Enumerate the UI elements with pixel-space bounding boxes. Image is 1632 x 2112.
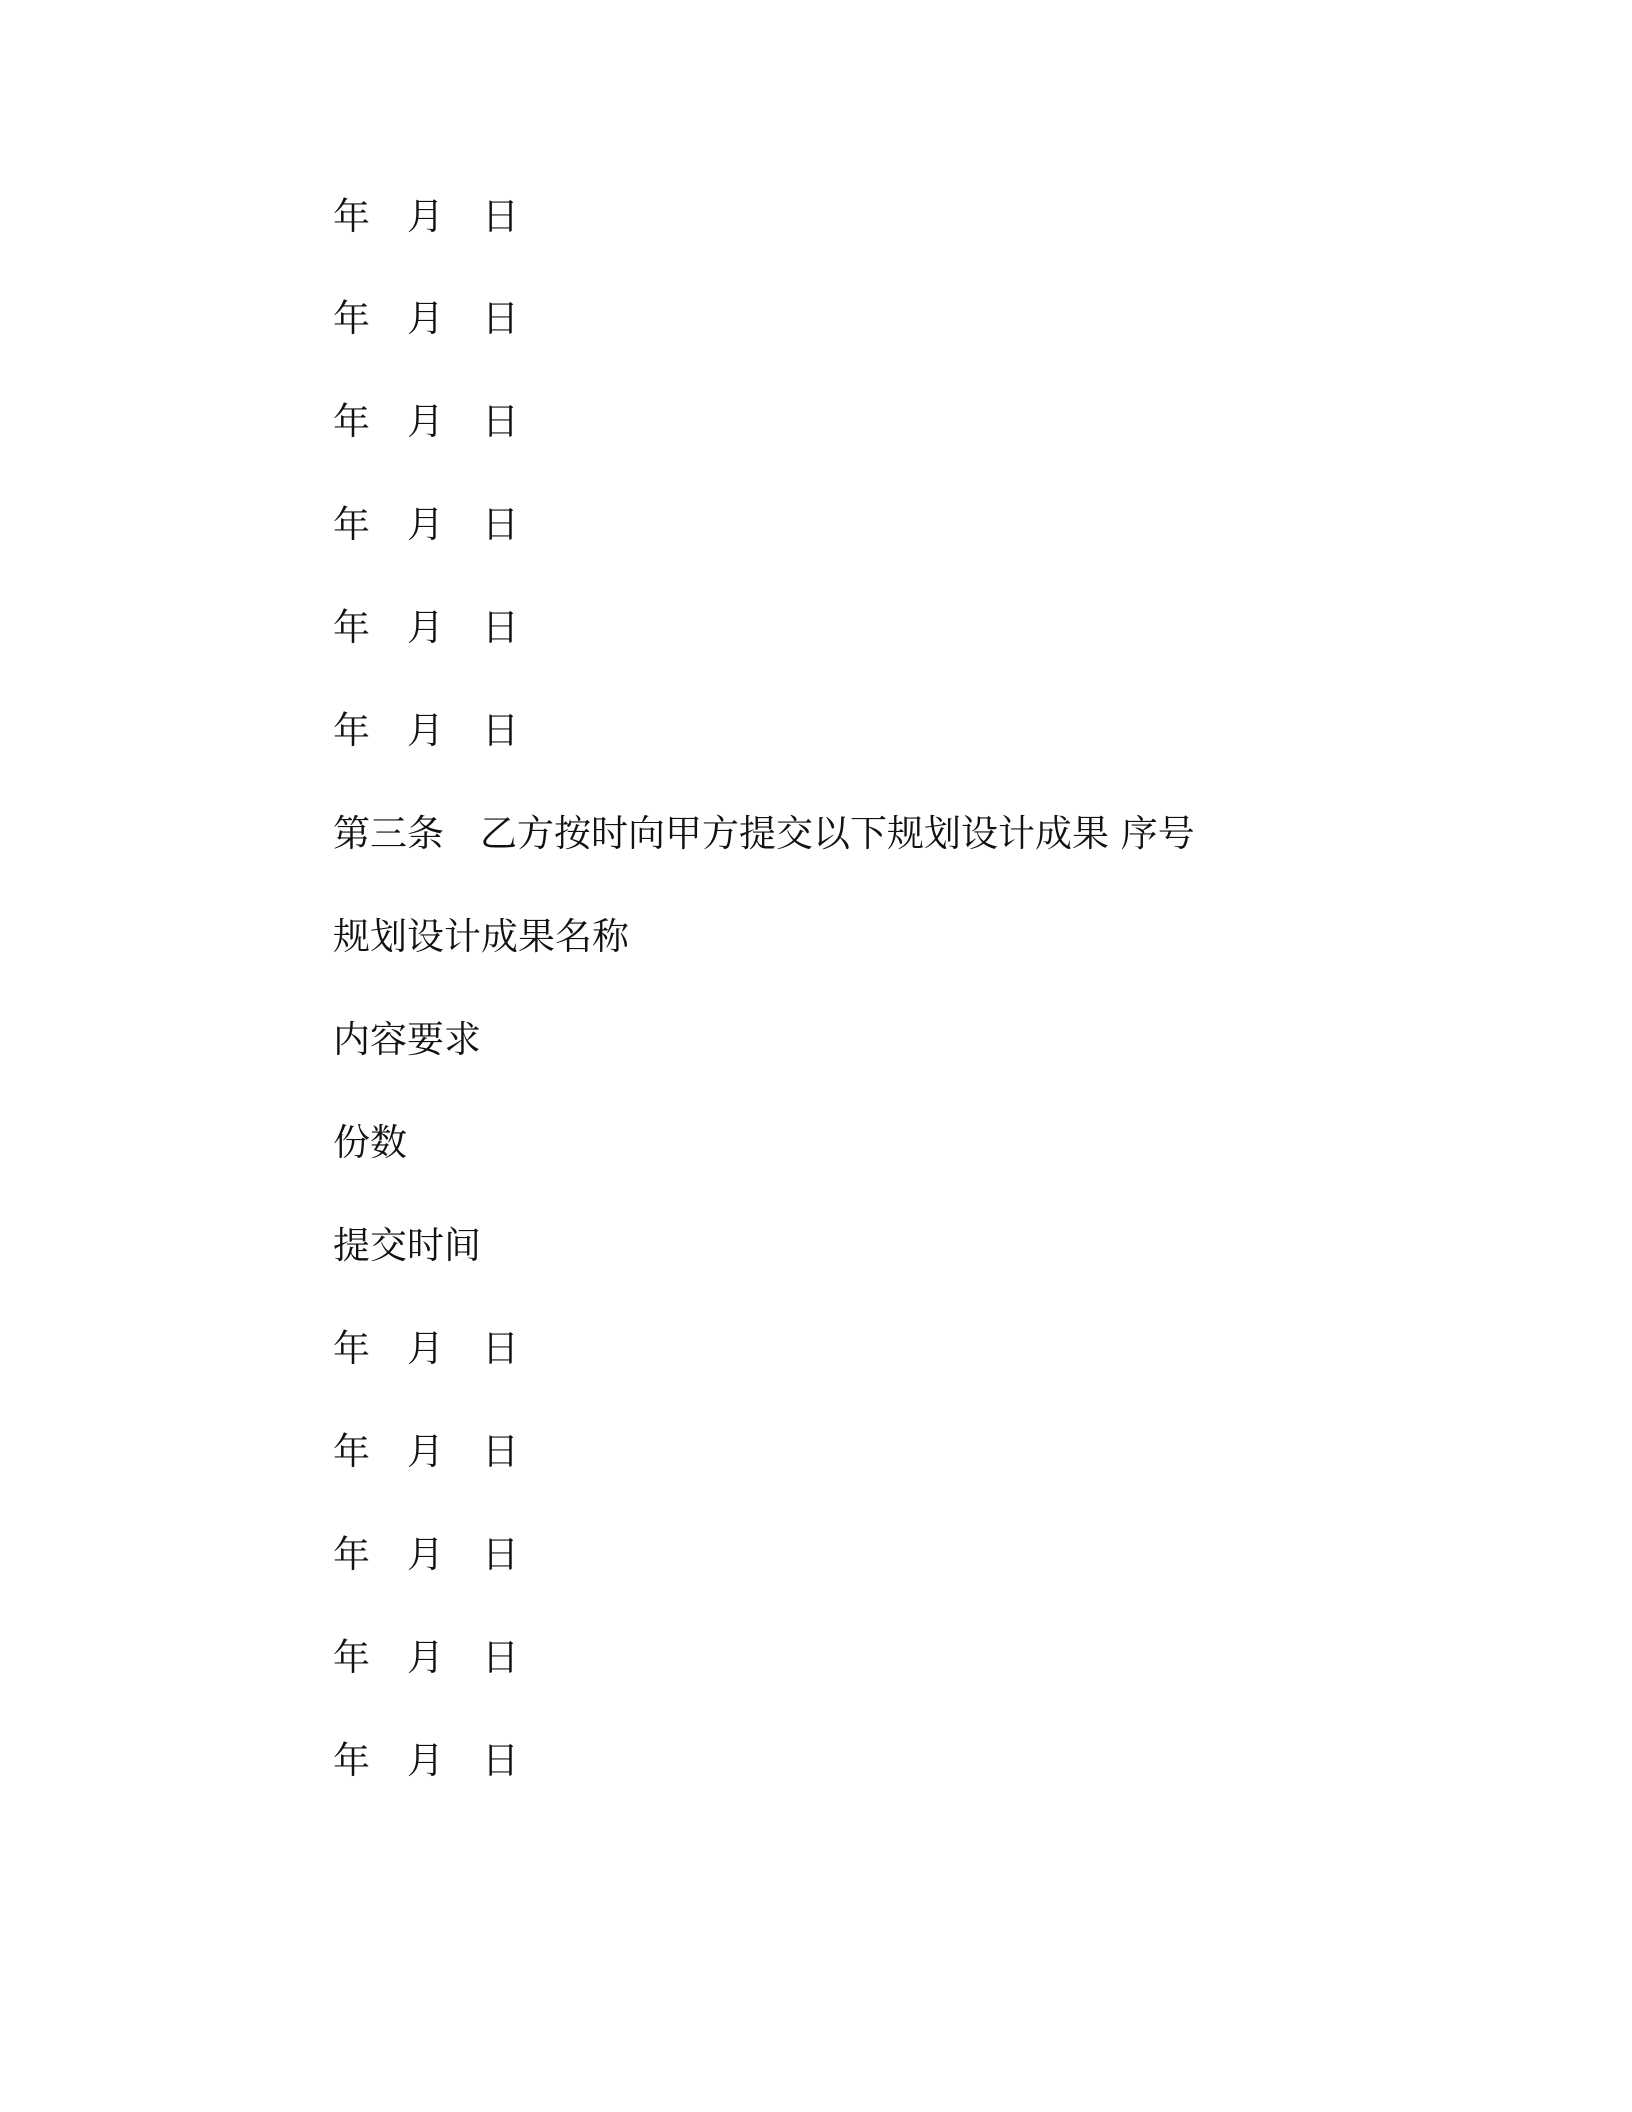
copies-header: 份数 bbox=[333, 1121, 407, 1164]
year-label: 年 bbox=[333, 1327, 370, 1370]
year-label: 年 bbox=[333, 1739, 370, 1782]
date-line bbox=[333, 1327, 522, 1371]
month-label: 月 bbox=[407, 1430, 444, 1473]
content-requirement-header: 内容要求 bbox=[333, 1018, 481, 1061]
date-line bbox=[333, 1533, 522, 1577]
day-label: 日 bbox=[482, 503, 519, 546]
month-label: 月 bbox=[407, 606, 444, 649]
date-line bbox=[333, 503, 522, 547]
month-label: 月 bbox=[407, 195, 444, 238]
month-label: 月 bbox=[407, 1636, 444, 1679]
day-label: 日 bbox=[482, 1636, 519, 1679]
date-line bbox=[333, 606, 522, 650]
day-label: 日 bbox=[482, 1533, 519, 1576]
day-label: 日 bbox=[482, 400, 519, 443]
year-label: 年 bbox=[333, 709, 370, 752]
year-label: 年 bbox=[333, 195, 370, 238]
year-label: 年 bbox=[333, 503, 370, 546]
deliverable-name-header: 规划设计成果名称 bbox=[333, 915, 629, 958]
month-label: 月 bbox=[407, 400, 444, 443]
month-label: 月 bbox=[407, 1327, 444, 1370]
month-label: 月 bbox=[407, 1533, 444, 1576]
date-line bbox=[333, 1739, 522, 1783]
year-label: 年 bbox=[333, 606, 370, 649]
date-line bbox=[333, 297, 522, 341]
day-label: 日 bbox=[482, 195, 519, 238]
day-label: 日 bbox=[482, 709, 519, 752]
date-line bbox=[333, 709, 522, 753]
date-line bbox=[333, 1430, 522, 1474]
date-line bbox=[333, 1636, 522, 1680]
year-label: 年 bbox=[333, 1430, 370, 1473]
article-three bbox=[333, 812, 1195, 856]
year-label: 年 bbox=[333, 1636, 370, 1679]
year-label: 年 bbox=[333, 297, 370, 340]
month-label: 月 bbox=[407, 1739, 444, 1782]
article-number: 第三条 bbox=[333, 812, 444, 855]
date-line bbox=[333, 195, 522, 239]
submission-time-header: 提交时间 bbox=[333, 1224, 481, 1267]
month-label: 月 bbox=[407, 503, 444, 546]
date-line bbox=[333, 400, 522, 444]
month-label: 月 bbox=[407, 297, 444, 340]
year-label: 年 bbox=[333, 400, 370, 443]
year-label: 年 bbox=[333, 1533, 370, 1576]
day-label: 日 bbox=[482, 606, 519, 649]
day-label: 日 bbox=[482, 297, 519, 340]
day-label: 日 bbox=[482, 1430, 519, 1473]
article-text: 乙方按时向甲方提交以下规划设计成果 序号 bbox=[480, 812, 1195, 855]
day-label: 日 bbox=[482, 1739, 519, 1782]
month-label: 月 bbox=[407, 709, 444, 752]
day-label: 日 bbox=[482, 1327, 519, 1370]
